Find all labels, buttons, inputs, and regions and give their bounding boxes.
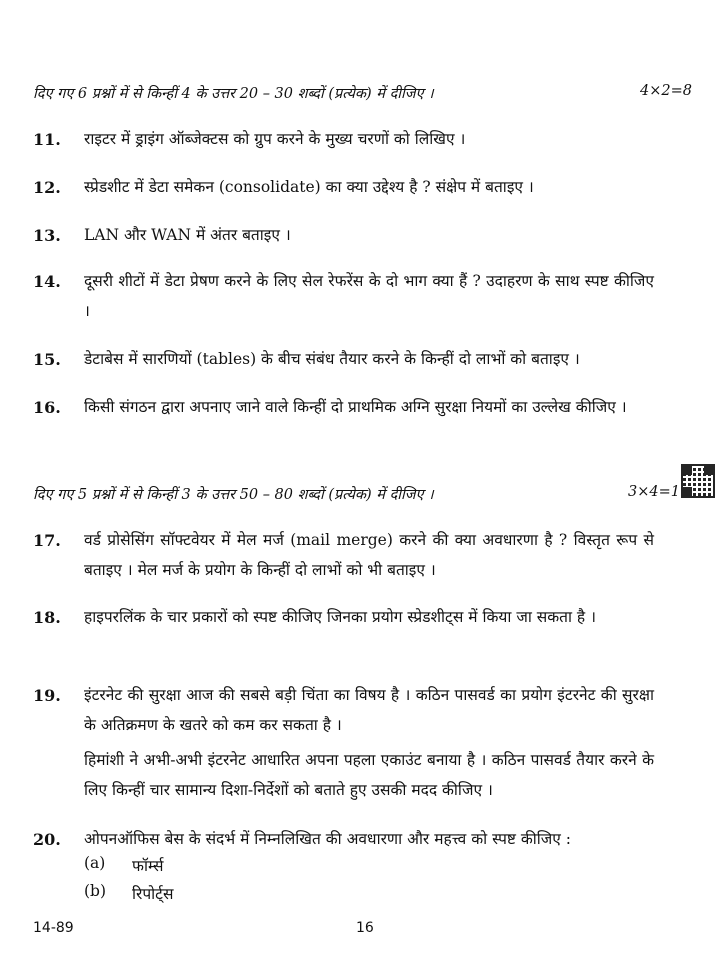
qr-code-icon bbox=[681, 464, 715, 498]
subpart-text: फॉर्म्स bbox=[132, 857, 164, 875]
question-text: स्प्रेडशीट में डेटा समेकन (consolidate) का क्या उद्देश्य है ? संक्षेप में बताइए । bbox=[84, 178, 534, 196]
question-number: 11. bbox=[33, 130, 61, 149]
paper-code: 14-89 bbox=[33, 920, 74, 936]
question-text: हाइपरलिंक के चार प्रकारों को स्पष्ट कीजिए जिनका प्रयोग स्प्रेडशीट्स में किया जा सकता है । bbox=[84, 608, 596, 626]
page-number: 16 bbox=[356, 920, 374, 936]
question-text: राइटर में ड्राइंग ऑब्जेक्टस को ग्रुप करने के मुख्य चरणों को लिखिए । bbox=[84, 130, 466, 148]
subpart-label: (b) bbox=[84, 882, 107, 900]
question-number: 17. bbox=[33, 531, 61, 550]
question-text: इंटरनेट की सुरक्षा आज की सबसे बड़ी चिंता का विषय है । कठिन पासवर्ड का प्रयोग इंटरनेट की सुरक्षा के अतिक्रमण के खतरे को कम कर सकता है । bbox=[84, 686, 654, 734]
section-b-marks: 3×4=1 bbox=[628, 484, 680, 500]
question-text: डेटाबेस में सारणियों (tables) के बीच संबंध तैयार करने के किन्हीं दो लाभों को बताइए । bbox=[84, 350, 580, 368]
question-text: ओपनऑफिस बेस के संदर्भ में निम्नलिखित की अवधारणा और महत्त्व को स्पष्ट कीजिए : bbox=[84, 830, 572, 848]
section-a-instruction: दिए गए 6 प्रश्नों में से किन्हीं 4 के उत्तर 20 – 30 शब्दों (प्रत्येक) में दीजिए । bbox=[33, 86, 434, 102]
subpart-label: (a) bbox=[84, 854, 106, 872]
section-b-instruction: दिए गए 5 प्रश्नों में से किन्हीं 3 के उत्तर 50 – 80 शब्दों (प्रत्येक) में दीजिए । bbox=[33, 487, 434, 503]
question-text: वर्ड प्रोसेसिंग सॉफ्टवेयर में मेल मर्ज (mail merge) करने की क्या अवधारणा है ? विस्तृत रूप से बताइए । मेल मर्ज के प्रयोग के किन्हीं दो लाभों को भी बताइए । bbox=[84, 531, 654, 579]
subpart-text: रिपोर्ट्स bbox=[132, 885, 174, 903]
question-text: किसी संगठन द्वारा अपनाए जाने वाले किन्हीं दो प्राथमिक अग्नि सुरक्षा नियमों का उल्लेख कीजिए । bbox=[84, 398, 627, 416]
question-text-continued: हिमांशी ने अभी-अभी इंटरनेट आधारित अपना पहला एकाउंट बनाया है । कठिन पासवर्ड तैयार करने के लिए किन्हीं चार सामान्य दिशा-निर्देशों को बताते हुए उसकी मदद कीजिए । bbox=[84, 751, 654, 799]
section-a-marks: 4×2=8 bbox=[640, 83, 692, 99]
question-number: 15. bbox=[33, 350, 61, 369]
question-number: 18. bbox=[33, 608, 61, 627]
question-number: 20. bbox=[33, 830, 61, 849]
question-number: 14. bbox=[33, 272, 61, 291]
question-number: 12. bbox=[33, 178, 61, 197]
question-text: दूसरी शीटों में डेटा प्रेषण करने के लिए सेल रेफरेंस के दो भाग क्या हैं ? उदाहरण के साथ स्पष्ट कीजिए । bbox=[84, 272, 654, 320]
question-number: 16. bbox=[33, 398, 61, 417]
question-number: 19. bbox=[33, 686, 61, 705]
question-text: LAN और WAN में अंतर बताइए । bbox=[84, 226, 291, 244]
question-number: 13. bbox=[33, 226, 61, 245]
